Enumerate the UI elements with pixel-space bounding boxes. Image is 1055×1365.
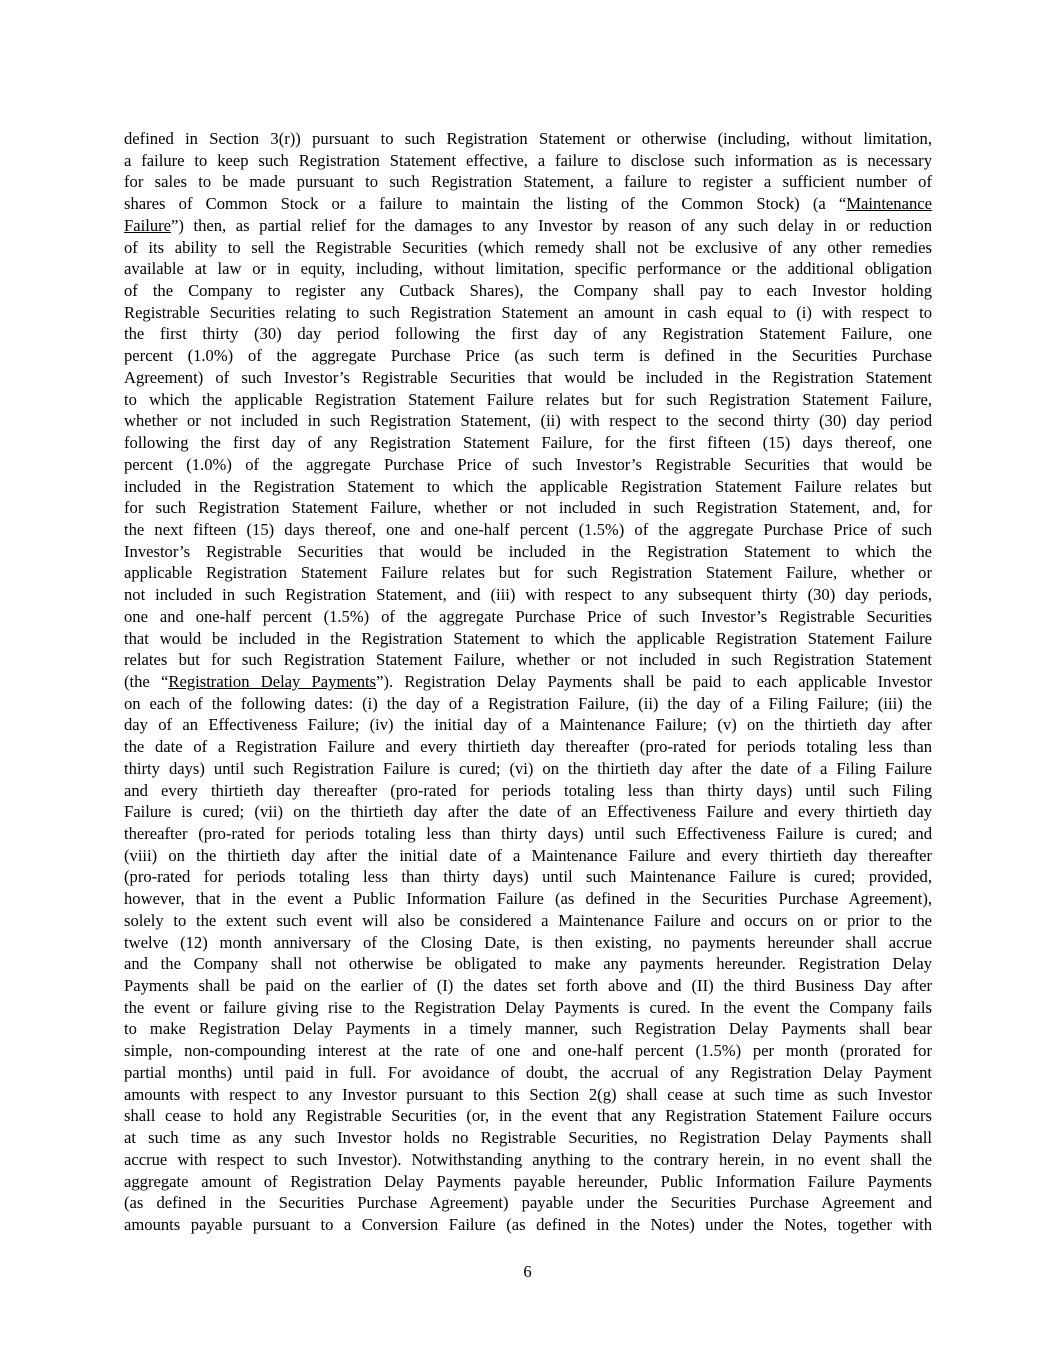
text-segment: percent (1.0%) of the aggregate Purchase Price (as such term is defined in the Securities Purchase [124, 346, 932, 366]
text-segment: partial months) until paid in full. For avoidance of doubt, the accrual of any Registration Delay Payment [124, 1062, 932, 1082]
text-segment: thirty days) until such Registration Failure is cured; (vi) on the thirtieth day after the date of a Filing Failure [124, 758, 932, 778]
text-line [124, 1084, 932, 1106]
text-segment: following the first day of any Registration Statement Failure, for the first fifteen (15) days thereof, one [124, 433, 932, 453]
text-line [124, 150, 932, 172]
text-segment: (pro-rated for periods totaling less than thirty days) until such Maintenance Failure is cured; provided, [124, 867, 932, 887]
text-line [124, 910, 932, 932]
text-line [124, 1018, 932, 1040]
text-line [124, 866, 932, 888]
text-segment: the first thirty (30) day period following the first day of any Registration Statement Failure, one [124, 324, 932, 344]
text-line [124, 714, 932, 736]
text-line [124, 693, 932, 715]
text-line [124, 432, 932, 454]
text-line [124, 367, 932, 389]
text-segment: shall cease to hold any Registrable Securities (or, in the event that any Registration Statement Failure occurs [124, 1106, 932, 1126]
text-line [124, 606, 932, 628]
text-line [124, 1062, 932, 1084]
text-line [124, 302, 932, 324]
text-segment: shares of Common Stock or a failure to maintain the listing of the Common Stock) (a “ [124, 194, 847, 214]
text-line [124, 801, 932, 823]
text-segment: Investor’s Registrable Securities that would be included in the Registration Statement to which the [124, 541, 932, 561]
text-line [124, 1214, 932, 1236]
text-line [124, 128, 932, 150]
text-line [124, 1040, 932, 1062]
text-segment: available at law or in equity, including, without limitation, specific performance or the additional obligation [124, 259, 932, 279]
text-line [124, 237, 932, 259]
text-segment: Agreement) of such Investor’s Registrable Securities that would be included in the Registration Statement [124, 367, 932, 387]
text-segment: percent (1.0%) of the aggregate Purchase Price of such Investor’s Registrable Securities that would be [124, 454, 932, 474]
text-segment: that would be included in the Registration Statement to which the applicable Registration Statement Failure [124, 628, 932, 648]
text-segment: twelve (12) month anniversary of the Closing Date, is then existing, no payments hereunder shall accrue [124, 932, 932, 952]
text-line [124, 562, 932, 584]
text-segment: not included in such Registration Statement, and (iii) with respect to any subsequent thirty (30) day periods, [124, 585, 932, 605]
text-line [124, 584, 932, 606]
page-number: 6 [523, 1262, 532, 1281]
text-line [124, 953, 932, 975]
text-segment: (as defined in the Securities Purchase Agreement) payable under the Securities Purchase Agreement and [124, 1193, 932, 1213]
text-line [124, 345, 932, 367]
defined-term: Failure [124, 215, 172, 235]
text-segment: of the Company to register any Cutback Shares), the Company shall pay to each Investor holding [124, 281, 932, 301]
text-line [124, 649, 932, 671]
text-segment: ”). Registration Delay Payments shall be paid to each applicable Investor [376, 671, 932, 691]
text-segment: included in the Registration Statement to which the applicable Registration Statement Failure relates but [124, 476, 932, 496]
text-line [124, 171, 932, 193]
text-segment: Failure is cured; (vii) on the thirtieth day after the date of an Effectiveness Failure and every thirtieth day [124, 802, 932, 822]
text-segment: (viii) on the thirtieth day after the initial date of a Maintenance Failure and every thirtieth day thereafter [124, 845, 932, 865]
text-segment: to which the applicable Registration Statement Failure relates but for such Registration Statement Failure, [124, 389, 932, 409]
text-line [124, 1192, 932, 1214]
body-text [124, 128, 932, 1236]
text-line [124, 1105, 932, 1127]
text-segment: on each of the following dates: (i) the day of a Registration Failure, (ii) the day of a Filing Failure; (iii) the [124, 693, 932, 713]
text-segment: defined in Section 3(r)) pursuant to such Registration Statement or otherwise (including, without limitation, [124, 129, 932, 148]
text-line [124, 280, 932, 302]
text-line [124, 997, 932, 1019]
text-segment: accrue with respect to such Investor). Notwithstanding anything to the contrary herein, in no event shall the [124, 1149, 932, 1169]
text-segment: however, that in the event a Public Information Failure (as defined in the Securities Purchase Agreement), [124, 889, 932, 909]
text-line [124, 823, 932, 845]
text-line [124, 215, 932, 237]
text-segment: Payments shall be paid on the earlier of (I) the dates set forth above and (II) the third Business Day after [124, 976, 932, 996]
text-segment: a failure to keep such Registration Statement effective, a failure to disclose such information as is necessary [124, 150, 932, 170]
text-line [124, 476, 932, 498]
text-line [124, 497, 932, 519]
text-line [124, 975, 932, 997]
text-segment: of its ability to sell the Registrable Securities (which remedy shall not be exclusive of any other remedies [124, 237, 932, 257]
text-line [124, 1127, 932, 1149]
text-line [124, 519, 932, 541]
text-segment: whether or not included in such Registration Statement, (ii) with respect to the second thirty (30) day period [124, 411, 932, 431]
text-segment: for such Registration Statement Failure, whether or not included in such Registration Statement, and, for [124, 498, 932, 518]
text-segment: to make Registration Delay Payments in a timely manner, such Registration Delay Payments shall bear [124, 1019, 932, 1039]
text-segment: day of an Effectiveness Failure; (iv) the initial day of a Maintenance Failure; (v) on the thirtieth day after [124, 715, 932, 735]
text-line [124, 1149, 932, 1171]
text-line [124, 780, 932, 802]
text-line [124, 410, 932, 432]
text-line [124, 932, 932, 954]
text-segment: aggregate amount of Registration Delay Payments payable hereunder, Public Information Failure Payments [124, 1171, 932, 1191]
text-segment: the next fifteen (15) days thereof, one and one-half percent (1.5%) of the aggregate Purchase Price of such [124, 519, 932, 539]
text-line [124, 758, 932, 780]
text-segment: and the Company shall not otherwise be obligated to make any payments hereunder. Registration Delay [124, 954, 932, 974]
text-line [124, 541, 932, 563]
text-line [124, 258, 932, 280]
text-segment: amounts payable pursuant to a Conversion Failure (as defined in the Notes) under the Notes, together with [124, 1214, 932, 1234]
text-segment: simple, non-compounding interest at the rate of one and one-half percent (1.5%) per month (prorated for [124, 1041, 932, 1061]
text-line [124, 1171, 932, 1193]
text-segment: amounts with respect to any Investor pursuant to this Section 2(g) shall cease at such time as such Investor [124, 1084, 932, 1104]
text-line [124, 628, 932, 650]
text-segment: ”) then, as partial relief for the damages to any Investor by reason of any such delay in or reduction [171, 215, 932, 235]
text-line [124, 845, 932, 867]
text-line [124, 389, 932, 411]
text-segment: for sales to be made pursuant to such Registration Statement, a failure to register a sufficient number of [124, 172, 932, 192]
text-line [124, 193, 932, 215]
text-line [124, 323, 932, 345]
text-line [124, 888, 932, 910]
text-segment: applicable Registration Statement Failure relates but for such Registration Statement Failure, whether or [124, 563, 932, 583]
text-segment: relates but for such Registration Statement Failure, whether or not included in such Registration Statement [124, 650, 932, 670]
defined-term: Registration Delay Payments [168, 671, 377, 691]
text-segment: Registrable Securities relating to such Registration Statement an amount in cash equal to (i) with respect to [124, 302, 932, 322]
text-segment: the event or failure giving rise to the Registration Delay Payments is cured. In the event the Company fails [124, 997, 932, 1017]
text-line [124, 454, 932, 476]
text-segment: at such time as any such Investor holds no Registrable Securities, no Registration Delay Payments shall [124, 1128, 932, 1148]
text-line [124, 671, 932, 693]
text-segment: and every thirtieth day thereafter (pro-rated for periods totaling less than thirty days) until such Filing [124, 780, 932, 800]
text-segment: (the “ [124, 671, 169, 691]
defined-term: Maintenance [846, 194, 932, 214]
text-segment: one and one-half percent (1.5%) of the aggregate Purchase Price of such Investor’s Registrable Securities [124, 606, 932, 626]
text-segment: thereafter (pro-rated for periods totaling less than thirty days) until such Effectiveness Failure is cured; and [124, 824, 932, 843]
text-segment: the date of a Registration Failure and every thirtieth day thereafter (pro-rated for periods totaling less than [124, 737, 932, 757]
text-line [124, 736, 932, 758]
text-segment: solely to the extent such event will also be considered a Maintenance Failure and occurs on or prior to the [124, 910, 932, 930]
